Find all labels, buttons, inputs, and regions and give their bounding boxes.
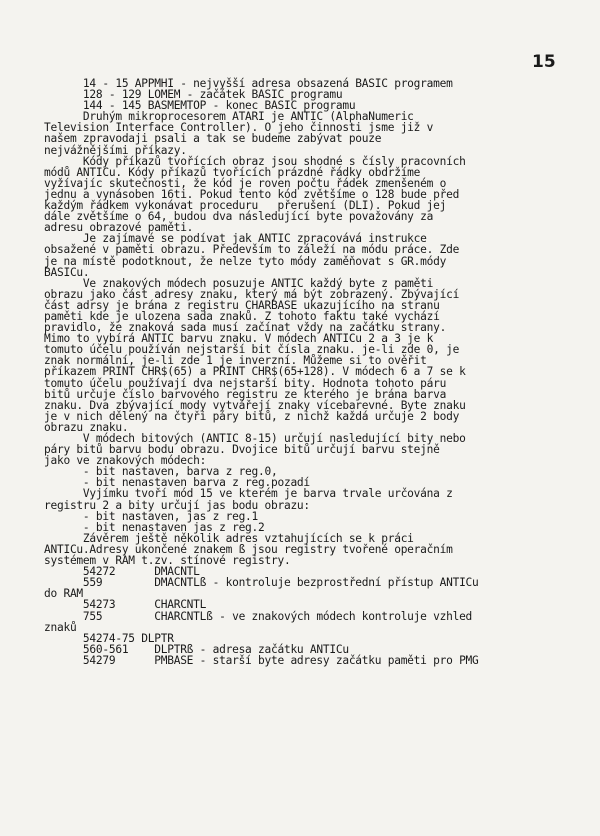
text-line: Vyjímku tvoří mód 15 ve kterém je barva trvale určována z — [44, 487, 453, 501]
text-line: bitů určuje číslo barvového registru ze kterého je brána barva — [44, 387, 447, 401]
text-line: Television Interface Controller). O jeho činnosti jsme již v — [44, 121, 434, 135]
text-line: paměti kde je ulozena sada znaků. Z tohoto faktu také vychází — [44, 309, 440, 323]
text-line: našem zpravodaji psali a tak se budeme zabývat pouze — [44, 132, 382, 146]
text-line: 54272 DMACNTL — [44, 565, 200, 579]
text-line: vyžívajíc skutečnosti, že kód je roven počtu řádek zmenšeném o — [44, 176, 447, 190]
text-line: obrazu znaku. — [44, 420, 129, 434]
text-line: část adrsy je brána z registru CHARBASE ukazujícího na stranu — [44, 298, 440, 312]
text-line: - bit nastaven, barva z reg.0, — [44, 465, 278, 479]
text-line: Druhým mikroprocesorem ATARI je ANTIC (AlphaNumeric — [44, 110, 414, 124]
text-line: 755 CHARCNTLß - ve znakových módech kontroluje vzhled — [44, 609, 473, 623]
text-line: příkazem PRINT CHR$(65) a PRINT CHR$(65+128). V módech 6 a 7 se k — [44, 365, 466, 379]
text-line: Závěrem ještě několik adres vztahujících se k práci — [44, 531, 414, 545]
text-line: BASICu. — [44, 265, 90, 279]
text-line: 560-561 DLPTRß - adresa začátku ANTICu — [44, 642, 349, 656]
text-line: módů ANTICu. Kódy příkazů tvořících prázdné řádky obdržíme — [44, 165, 421, 179]
text-line: Ve znakových módech posuzuje ANTIC každý byte z paměti — [44, 276, 434, 290]
text-line: registru 2 a bity určují jas bodu obrazu: — [44, 498, 310, 512]
text-line: systémem v RAM t.zv. stínové registry. — [44, 554, 291, 568]
text-line: dále zvětšíme o 64, budou dva následující byte považovány za — [44, 210, 434, 224]
text-line: 54274-75 DLPTR — [44, 631, 174, 645]
text-line: je na místě podotknout, že nelze tyto módy zaměňovat s GR.módy — [44, 254, 447, 268]
text-line: páry bitů barvu bodu obrazu. Dvojice bitů určují barvu stejně — [44, 443, 440, 457]
document-body — [44, 78, 564, 666]
text-line: Je zajímavé se podívat jak ANTIC zpracovává instrukce — [44, 232, 427, 246]
text-line: 14 - 15 APPMHI - nejvyšší adresa obsazená BASIC programem — [44, 77, 453, 90]
text-line: - bit nenastaven barva z reg.pozadí — [44, 476, 310, 490]
text-line: obsažené v paměti obrazu. Především to záleží na módu práce. Zde — [44, 243, 460, 257]
text-line: do RAM — [44, 587, 83, 601]
text-line: tomuto účelu používán nejstarší bit čísla znaku. je-li zde 0, je — [44, 343, 460, 357]
text-line: - bit nastaven, jas z reg.1 — [44, 509, 259, 523]
text-line: jako ve znakových módech: — [44, 454, 207, 468]
text-line: jednu a vynásoben 16ti. Pokud tento kód zvětšíme o 128 bude před — [44, 187, 460, 201]
text-line: V módech bitových (ANTIC 8-15) určují nasledující bity nebo — [44, 432, 466, 445]
text-line: ANTICu.Adresy ukončené znakem ß jsou registry tvořené operačním — [44, 542, 453, 556]
text-line: - bit nenastaven jas z reg.2 — [44, 520, 265, 534]
text-line: tomuto účelu používají dva nejstarší bity. Hodnota tohoto páru — [44, 376, 447, 390]
page-number: 15 — [532, 52, 556, 72]
text-line: adresu obrazové paměti. — [44, 221, 194, 235]
text-line: obrazu jako část adresy znaku, který má být zobrazený. Zbývající — [44, 287, 460, 301]
text-line: 54273 CHARCNTL — [44, 598, 207, 612]
text-line: každým řádkem vykonávat proceduru přerušení (DLI). Pokud jej — [44, 199, 447, 213]
text-line: Kódy příkazů tvořících obraz jsou shodné s čísly pracovních — [44, 154, 466, 168]
text-line: 144 - 145 BASMEMTOP - konec BASIC programu — [44, 99, 356, 113]
text-line: 559 DMACNTLß - kontroluje bezprostřední přístup ANTICu — [44, 576, 479, 590]
text-line: 54279 PMBASE - starší byte adresy začátku paměti pro PMG — [44, 653, 479, 667]
text-line: znaku. Dva zbývající mody vytvářejí znaky vícebarevné. Byte znaku — [44, 398, 466, 412]
text-line: znak normální, je-li zde 1 je inverzní. Můžeme si to ověřit — [44, 354, 427, 368]
text-line: je v nich dělený na čtyři páry bitů, z nichž každá určuje 2 body — [44, 409, 460, 423]
text-line: Mimo to vybírá ANTIC barvu znaku. V módech ANTICu 2 a 3 je k — [44, 332, 434, 346]
text-line: znaků — [44, 620, 77, 634]
text-line: 128 - 129 LOMEM - začátek BASIC programu — [44, 88, 343, 102]
text-line: nejvážnějšími příkazy. — [44, 143, 187, 157]
text-line: pravidlo, že znaková sada musí začínat vždy na začátku strany. — [44, 321, 447, 335]
